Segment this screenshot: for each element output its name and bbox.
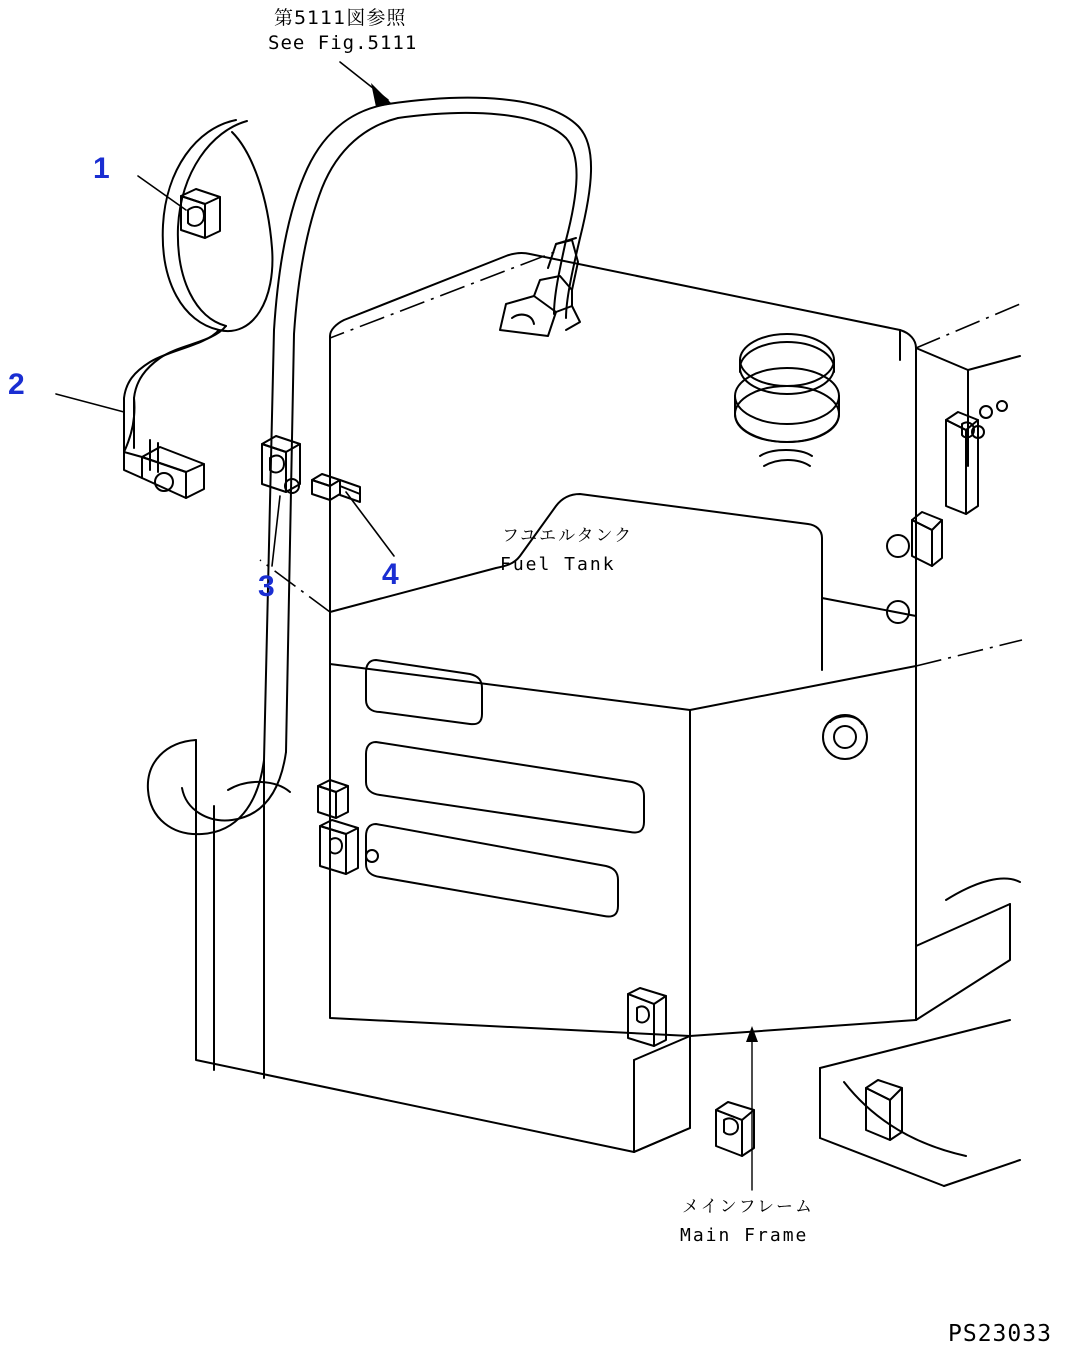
fuel-tank-label-en: Fuel Tank xyxy=(500,554,616,575)
main-frame-label-jp: メインフレーム xyxy=(682,1197,814,1217)
callout-4: 4 xyxy=(382,558,399,591)
fuel-tank-label-jp: フユエルタンク xyxy=(502,526,634,546)
main-frame-label-en: Main Frame xyxy=(680,1225,809,1246)
reference-note-jp: 第5111図参照 xyxy=(274,7,407,29)
drawing-number: PS23033 xyxy=(948,1321,1052,1347)
callout-1: 1 xyxy=(93,152,110,185)
callout-3: 3 xyxy=(258,570,275,603)
reference-note-en: See Fig.5111 xyxy=(268,32,418,54)
callout-2: 2 xyxy=(8,368,25,401)
